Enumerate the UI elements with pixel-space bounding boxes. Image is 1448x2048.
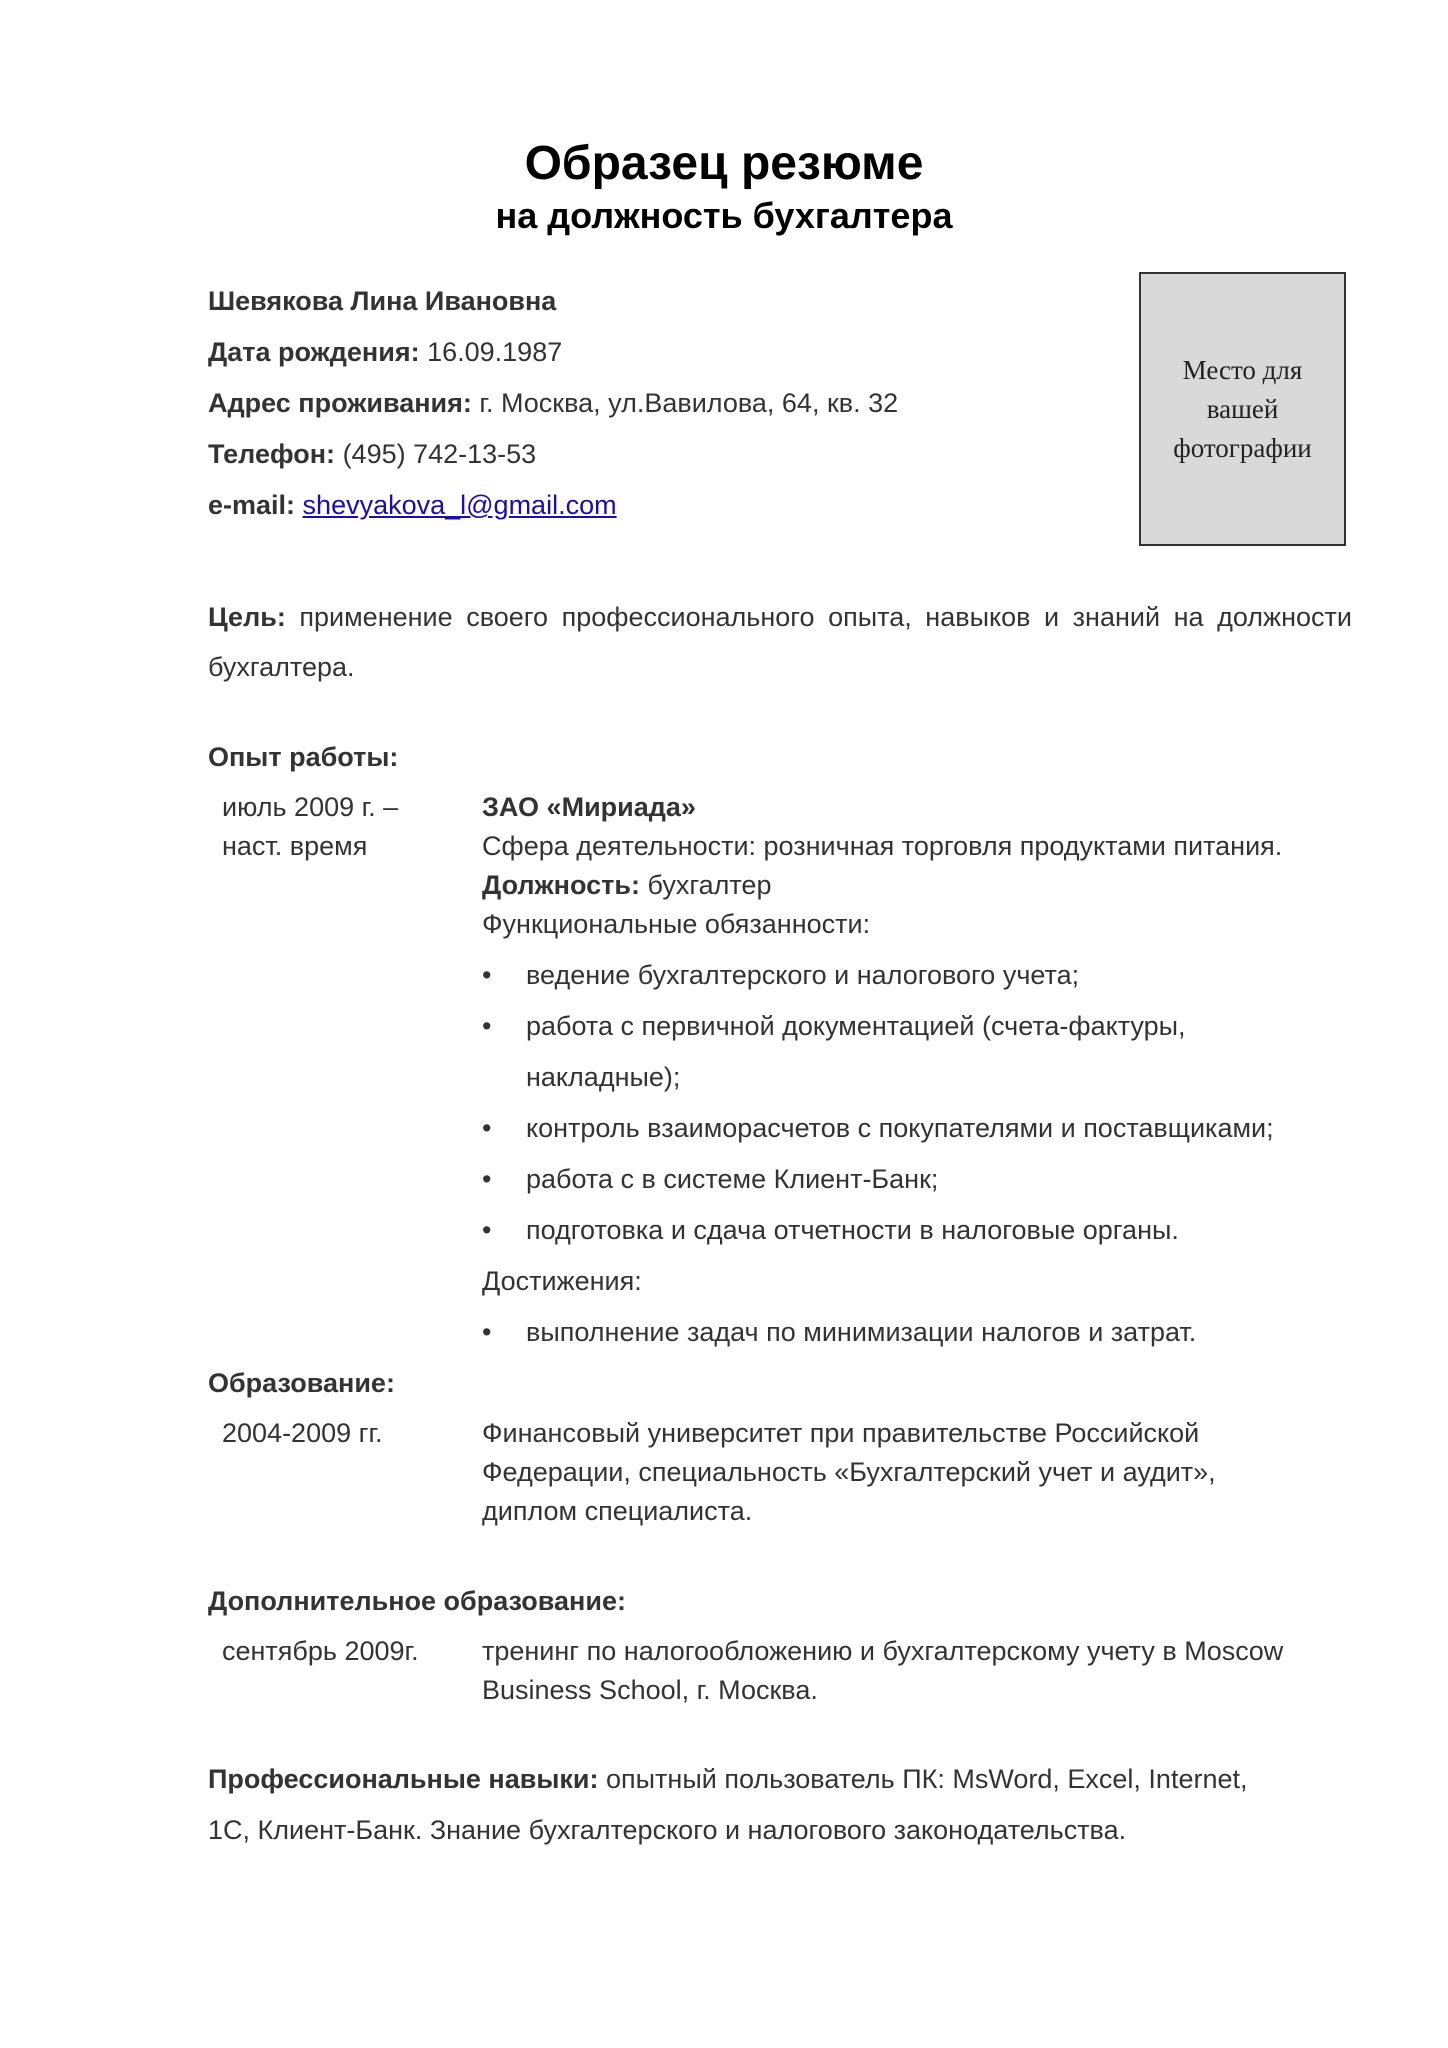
duty-item: ведение бухгалтерского и налогового учета; [526, 960, 1080, 990]
education-line: Финансовый университет при правительстве Российской [482, 1418, 1200, 1448]
skills-label: Профессиональные навыки: [208, 1764, 599, 1794]
experience-period-end: наст. время [222, 831, 368, 861]
education-heading: Образование: [208, 1368, 395, 1398]
photo-placeholder [1139, 272, 1346, 546]
resume-subtitle: на должность бухгалтера [495, 195, 953, 236]
phone-value: (495) 742-13-53 [342, 439, 537, 469]
additional-education-line: тренинг по налогообложению и бухгалтерскому учету в Moscow [482, 1636, 1284, 1666]
duty-item: подготовка и сдача отчетности в налоговые органы. [526, 1215, 1179, 1245]
duty-item: работа с в системе Клиент-Банк; [526, 1164, 939, 1194]
phone-row [208, 439, 536, 470]
skills-row [208, 1764, 1248, 1795]
bullet-icon: • [482, 1215, 492, 1245]
company-name: ЗАО «Мириада» [482, 792, 696, 822]
additional-education-line: Business School, г. Москва. [482, 1675, 818, 1705]
email-link[interactable]: shevyakova_l@gmail.com [302, 490, 617, 520]
education-line: Федерации, специальность «Бухгалтерский учет и аудит», [482, 1457, 1216, 1487]
position-row [482, 870, 771, 901]
goal-label: Цель: [208, 602, 286, 632]
address-row [208, 388, 898, 419]
email-row [208, 490, 617, 521]
duty-item-continuation: накладные); [526, 1062, 681, 1092]
goal-paragraph [208, 592, 1352, 692]
bullet-icon: • [482, 960, 492, 990]
additional-education-heading: Дополнительное образование: [208, 1586, 626, 1616]
bullet-icon: • [482, 1317, 492, 1347]
photo-placeholder-text: Место для вашей фотографии [1173, 354, 1312, 463]
bullet-icon: • [482, 1113, 492, 1143]
company-sphere: Сфера деятельности: розничная торговля продуктами питания. [482, 831, 1283, 861]
birth-date-value: 16.09.1987 [427, 337, 563, 367]
achievements-heading: Достижения: [482, 1266, 642, 1296]
duty-item: работа с первичной документацией (счета-фактуры, [526, 1011, 1186, 1041]
address-label: Адрес проживания: [208, 388, 472, 418]
address-value: г. Москва, ул.Вавилова, 64, кв. 32 [479, 388, 899, 418]
duty-item: контроль взаиморасчетов с покупателями и поставщиками; [526, 1113, 1274, 1143]
birth-date-row [208, 337, 562, 368]
skills-text-continuation: 1С, Клиент-Банк. Знание бухгалтерского и налогового законодательства. [208, 1815, 1127, 1845]
bullet-icon: • [482, 1011, 492, 1041]
birth-date-label: Дата рождения: [208, 337, 420, 367]
experience-heading: Опыт работы: [208, 742, 399, 772]
resume-title: Образец резюме [524, 137, 924, 190]
phone-label: Телефон: [208, 439, 336, 469]
position-label: Должность: [482, 870, 640, 900]
education-period: 2004-2009 гг. [222, 1418, 383, 1448]
person-name: Шевякова Лина Ивановна [208, 286, 557, 316]
experience-period-start: июль 2009 г. – [222, 792, 399, 822]
email-label: e-mail: [208, 490, 296, 520]
skills-text: опытный пользователь ПК: MsWord, Excel, Internet, [606, 1764, 1248, 1794]
duties-heading: Функциональные обязанности: [482, 909, 871, 939]
additional-education-period: сентябрь 2009г. [222, 1636, 419, 1666]
achievement-item: выполнение задач по минимизации налогов и затрат. [526, 1317, 1197, 1347]
education-line: диплом специалиста. [482, 1496, 753, 1526]
position-value: бухгалтер [647, 870, 772, 900]
goal-text: применение своего профессионального опыта, навыков и знаний на должности бухгалтера. [208, 602, 1352, 682]
bullet-icon: • [482, 1164, 492, 1194]
